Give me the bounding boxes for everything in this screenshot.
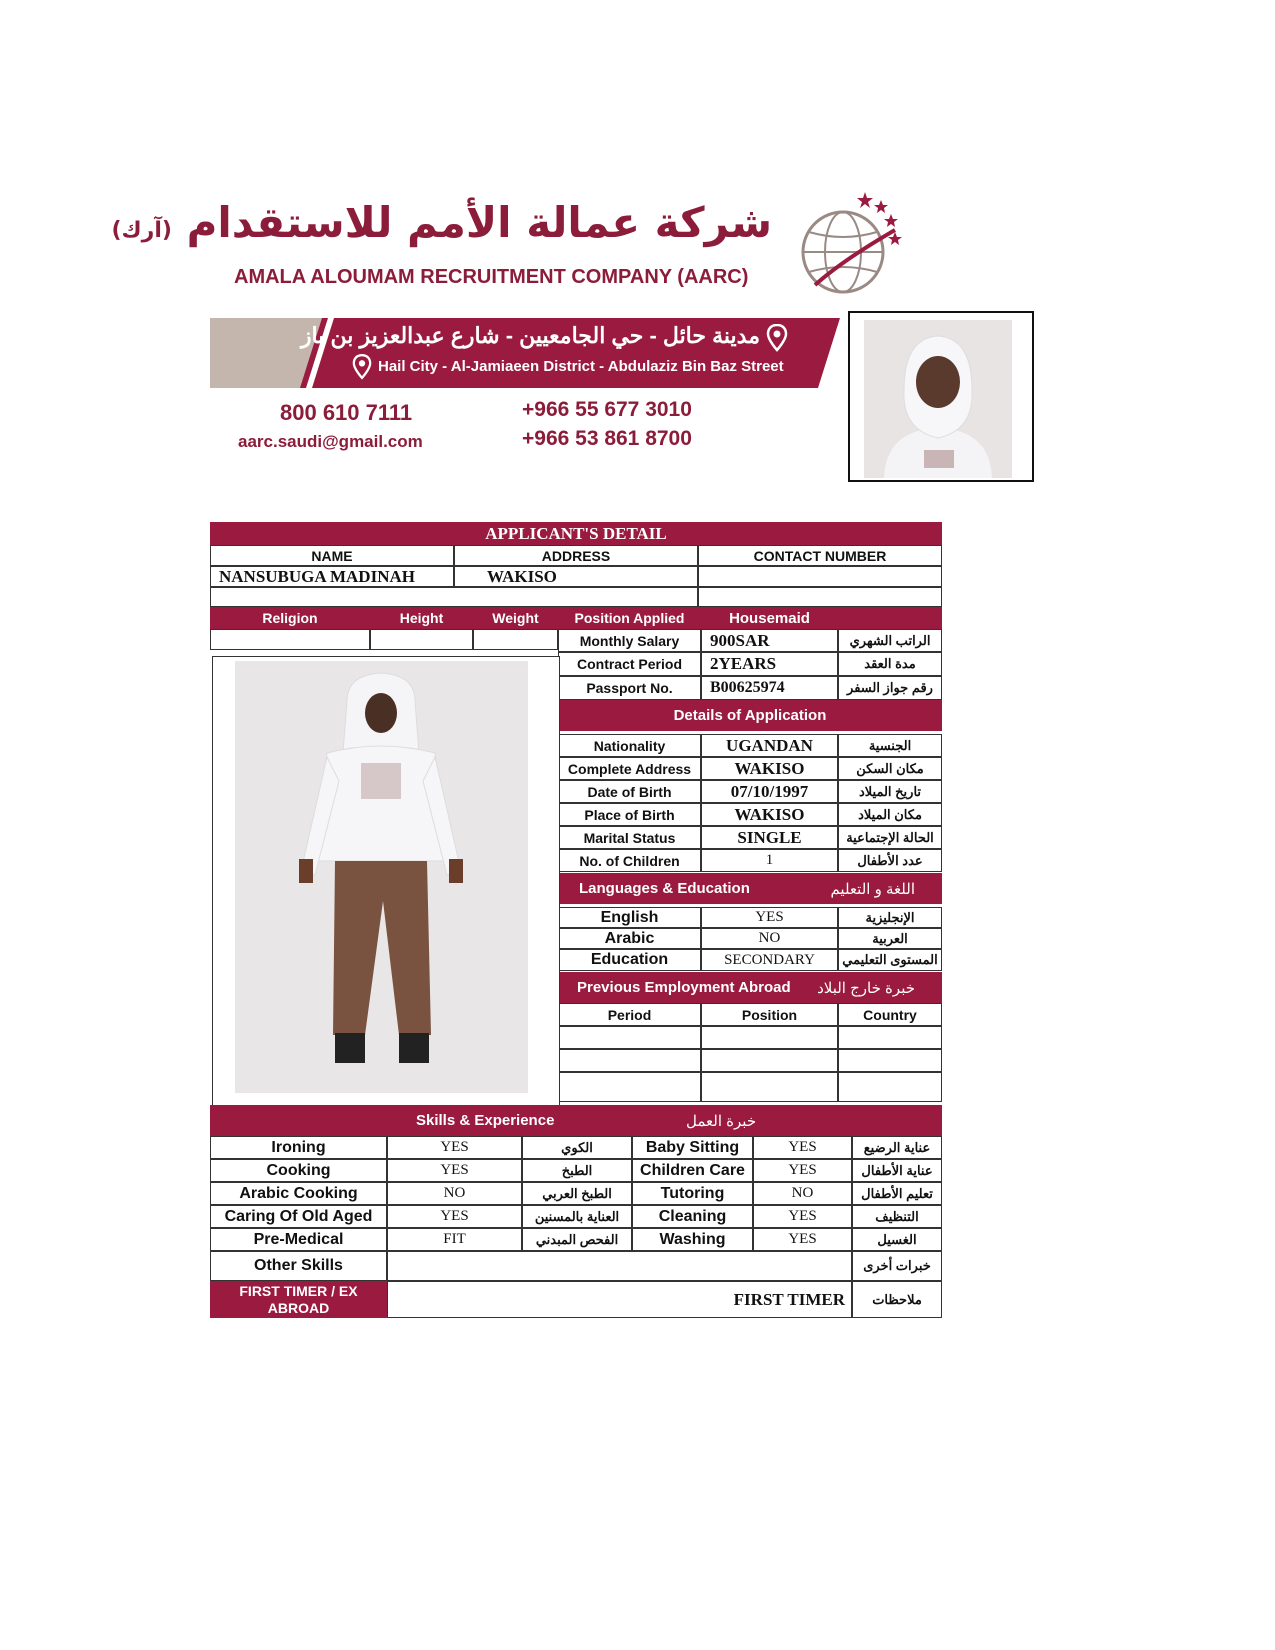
complete-address-label: Complete Address — [558, 757, 701, 780]
details-title: Details of Application — [558, 700, 942, 731]
passport-value: B00625974 — [701, 676, 838, 700]
name-label: NAME — [210, 545, 454, 566]
contract-period-label: Contract Period — [558, 652, 701, 676]
skill-ar: الغسيل — [852, 1228, 942, 1251]
employment-cell — [701, 1026, 838, 1049]
education-value: SECONDARY — [701, 949, 838, 971]
education-ar: المستوى التعليمي — [838, 949, 942, 971]
children-label: No. of Children — [558, 849, 701, 872]
company-name-english: AMALA ALOUMAM RECRUITMENT COMPANY (AARC) — [234, 266, 749, 288]
skill-value: YES — [387, 1205, 522, 1228]
children-ar: عدد الأطفال — [838, 849, 942, 872]
period-label: Period — [558, 1003, 701, 1026]
location-pin-icon — [766, 324, 788, 352]
skills-title-ar: خبرة العمل — [686, 1112, 757, 1130]
skill-ar: التنظيف — [852, 1205, 942, 1228]
position-applied-label: Position Applied — [558, 607, 701, 629]
globe-logo-icon — [795, 190, 905, 300]
skill-label: Caring Of Old Aged — [210, 1205, 387, 1228]
contract-period-ar: مدة العقد — [838, 652, 942, 676]
skill-ar: تعليم الأطفال — [852, 1182, 942, 1205]
first-timer-value: FIRST TIMER — [387, 1281, 852, 1318]
weight-value — [473, 629, 558, 650]
skill-value: NO — [387, 1182, 522, 1205]
dob-ar: تاريخ الميلاد — [838, 780, 942, 803]
skill-ar: عناية الأطفال — [852, 1159, 942, 1182]
employment-cell — [558, 1072, 701, 1102]
employment-cell — [558, 1049, 701, 1072]
children-value: 1 — [701, 849, 838, 872]
dob-value: 07/10/1997 — [701, 780, 838, 803]
applicant-detail-title: APPLICANT'S DETAIL — [210, 522, 942, 545]
pob-ar: مكان الميلاد — [838, 803, 942, 826]
monthly-salary-value: 900SAR — [701, 629, 838, 652]
skill-label: Cooking — [210, 1159, 387, 1182]
complete-address-ar: مكان السكن — [838, 757, 942, 780]
portrait-photo — [864, 320, 1012, 478]
weight-label: Weight — [473, 607, 558, 629]
skill-label: Baby Sitting — [632, 1136, 753, 1159]
education-label: Education — [558, 949, 701, 971]
skill-value: FIT — [387, 1228, 522, 1251]
applicant-address: WAKISO — [454, 566, 698, 587]
skill-label: Washing — [632, 1228, 753, 1251]
arabic-value: NO — [701, 928, 838, 949]
skill-value: YES — [387, 1159, 522, 1182]
pob-value: WAKISO — [701, 803, 838, 826]
skill-ar: الطبخ — [522, 1159, 632, 1182]
first-timer-label: FIRST TIMER / EX ABROAD — [210, 1281, 387, 1318]
other-skills-value — [387, 1251, 852, 1281]
remarks-ar: ملاحظات — [852, 1281, 942, 1318]
skill-ar: الفحص المبدني — [522, 1228, 632, 1251]
skill-label: Children Care — [632, 1159, 753, 1182]
contact-label: CONTACT NUMBER — [698, 545, 942, 566]
employment-cell — [838, 1049, 942, 1072]
languages-title: Languages & Education — [579, 880, 750, 897]
complete-address-value: WAKISO — [701, 757, 838, 780]
arabic-label: Arabic — [558, 928, 701, 949]
marital-status-ar: الحالة الإجتماعية — [838, 826, 942, 849]
full-body-photo — [235, 661, 528, 1093]
phone-tertiary: +966 53 861 8700 — [522, 427, 692, 450]
skill-label: Ironing — [210, 1136, 387, 1159]
languages-title-ar: اللغة و التعليم — [830, 880, 915, 898]
nationality-value: UGANDAN — [701, 734, 838, 757]
nationality-ar: الجنسية — [838, 734, 942, 757]
passport-ar: رقم جواز السفر — [838, 676, 942, 700]
height-label: Height — [370, 607, 473, 629]
skill-value: YES — [753, 1159, 852, 1182]
skill-ar: العناية بالمسنين — [522, 1205, 632, 1228]
skill-value: NO — [753, 1182, 852, 1205]
monthly-salary-label: Monthly Salary — [558, 629, 701, 652]
religion-value — [210, 629, 370, 650]
nationality-label: Nationality — [558, 734, 701, 757]
skill-ar: الكوي — [522, 1136, 632, 1159]
country-label: Country — [838, 1003, 942, 1026]
skill-value: YES — [387, 1136, 522, 1159]
phone-main: 800 610 7111 — [280, 400, 413, 425]
english-ar: الإنجليزية — [838, 907, 942, 928]
other-skills-ar: خبرات أخرى — [852, 1251, 942, 1281]
position-blank — [838, 607, 942, 629]
position-applied-value: Housemaid — [701, 607, 838, 629]
monthly-salary-ar: الراتب الشهري — [838, 629, 942, 652]
location-pin-icon — [352, 354, 372, 380]
english-value: YES — [701, 907, 838, 928]
employment-cell — [838, 1072, 942, 1102]
skills-header — [210, 1105, 942, 1136]
languages-header — [558, 873, 942, 904]
arabic-ar: العربية — [838, 928, 942, 949]
blank-row — [698, 587, 942, 607]
marital-status-label: Marital Status — [558, 826, 701, 849]
employment-cell — [701, 1049, 838, 1072]
employment-header — [558, 972, 942, 1003]
skill-value: YES — [753, 1205, 852, 1228]
height-value — [370, 629, 473, 650]
skill-ar: الطبخ العربي — [522, 1182, 632, 1205]
applicant-contact — [698, 566, 942, 587]
skill-value: YES — [753, 1136, 852, 1159]
employment-cell — [701, 1072, 838, 1102]
marital-status-value: SINGLE — [701, 826, 838, 849]
employment-cell — [838, 1026, 942, 1049]
skill-ar: عناية الرضيع — [852, 1136, 942, 1159]
religion-label: Religion — [210, 607, 370, 629]
other-skills-label: Other Skills — [210, 1251, 387, 1281]
skill-label: Tutoring — [632, 1182, 753, 1205]
phone-secondary: +966 55 677 3010 — [522, 398, 692, 421]
skill-label: Cleaning — [632, 1205, 753, 1228]
skill-label: Arabic Cooking — [210, 1182, 387, 1205]
skills-title: Skills & Experience — [416, 1112, 555, 1129]
english-label: English — [558, 907, 701, 928]
skill-label: Pre-Medical — [210, 1228, 387, 1251]
address-english: Hail City - Al-Jamiaeen District - Abdulaziz Bin Baz Street — [378, 358, 784, 375]
employment-title-ar: خبرة خارج البلاد — [817, 979, 915, 997]
employment-position-label: Position — [701, 1003, 838, 1026]
employment-cell — [558, 1026, 701, 1049]
address-label: ADDRESS — [454, 545, 698, 566]
employment-title: Previous Employment Abroad — [577, 979, 791, 996]
applicant-name: NANSUBUGA MADINAH — [210, 566, 454, 587]
email: aarc.saudi@gmail.com — [238, 432, 423, 451]
contract-period-value: 2YEARS — [701, 652, 838, 676]
skill-value: YES — [753, 1228, 852, 1251]
pob-label: Place of Birth — [558, 803, 701, 826]
blank-row — [210, 587, 698, 607]
passport-label: Passport No. — [558, 676, 701, 700]
address-arabic: مدينة حائل - حي الجامعيين - شارع عبدالعزيز بن باز — [300, 323, 760, 348]
company-name-arabic: شركة عمالة الأمم للاستقدام (آرك) — [111, 198, 772, 247]
dob-label: Date of Birth — [558, 780, 701, 803]
